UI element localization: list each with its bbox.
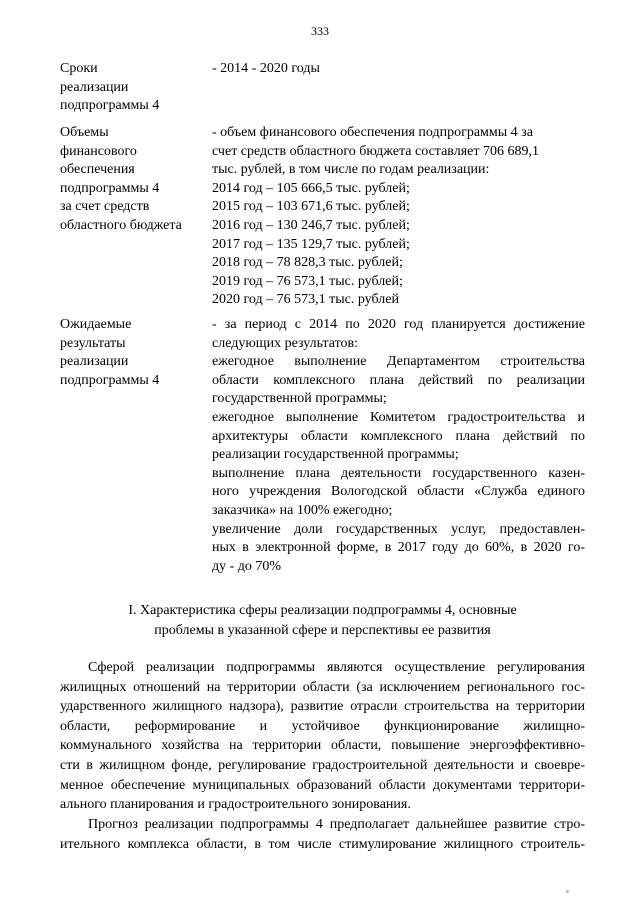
value-line: следующих результатов: (212, 335, 359, 351)
label-line: Сроки (60, 61, 98, 76)
page-number: 333 (311, 24, 329, 38)
paragraph-line: ального планирования и градостроительного зонирования. (60, 797, 411, 813)
label-line: обеспечения (60, 162, 135, 178)
label-line: реализации (60, 354, 129, 370)
label-line: областного бюджета (60, 217, 182, 233)
paragraph-line: ударственного жилищного надзора), развитие отрасли строительства на территории (60, 699, 585, 715)
label-line: финансового (60, 143, 137, 159)
paragraph-line: области, реформирование и устойчивое функционирование жилищно- (60, 718, 585, 734)
paragraph-line: жилищных отношений на территории области (за исключением регионального гос- (60, 679, 585, 695)
funding-year-2015: 2015 год – 103 671,6 тыс. рублей; (212, 199, 410, 215)
paragraph-line: Прогноз реализации подпрограммы 4 предполагает дальнейшее развитие стро- (88, 817, 585, 832)
label-line: за счет средств (60, 199, 150, 215)
value-line: реализации государственной программы; (212, 447, 459, 463)
value-line: ежегодное выполнение Комитетом градостроительства и (212, 409, 585, 425)
row-value-terms (212, 60, 585, 79)
value-line: - 2014 - 2020 годы (212, 61, 320, 76)
label-line: результаты (60, 335, 126, 351)
scan-speck (566, 890, 569, 893)
label-line: подпрограммы 4 (60, 372, 160, 388)
value-line: счет средств областного бюджета составляет 706 689,1 (212, 143, 539, 159)
label-line: подпрограммы 4 (60, 180, 160, 196)
value-line: выполнение плана деятельности государственного казен- (212, 465, 585, 481)
value-line: государственной программы; (212, 391, 387, 407)
paragraph-line: ительного комплекса области, в том числе стимулирование жилищного строитель- (60, 836, 585, 852)
heading-line: проблемы в указанной сфере и перспективы ее развития (154, 622, 491, 638)
label-line: подпрограммы 4 (60, 98, 160, 114)
row-label-results (60, 316, 205, 390)
row-value-results (212, 316, 585, 576)
value-line: - объем финансового обеспечения подпрограммы 4 за (212, 125, 533, 140)
value-line: ных в электронной форме, в 2017 году до 60%, в 2020 го- (212, 540, 585, 556)
value-line: тыс. рублей, в том числе по годам реализации: (212, 162, 490, 178)
value-line: ного учреждения Вологодской области «Служба единого (212, 484, 585, 500)
paragraph-scope (60, 658, 585, 815)
value-line: области комплексного плана действий по реализации (212, 372, 585, 388)
paragraph-line: сти в жилищном фонде, регулирование градостроительной деятельности и своевре- (60, 757, 585, 773)
heading-line: I. Характеристика сферы реализации подпрограммы 4, основные (128, 603, 517, 618)
value-line: ду - до 70% (212, 558, 282, 574)
row-label-terms (60, 60, 205, 116)
paragraph-forecast (60, 815, 585, 854)
funding-year-2020: 2020 год – 76 573,1 тыс. рублей (212, 292, 399, 308)
value-line: ежегодное выполнение Департаментом строительства (212, 354, 585, 370)
paragraph-line: менное обеспечение муниципальных образований области документами территори- (60, 777, 585, 793)
funding-year-2019: 2019 год – 76 573,1 тыс. рублей; (212, 273, 403, 289)
row-value-funding (212, 124, 585, 310)
row-label-funding (60, 124, 205, 236)
label-line: реализации (60, 79, 129, 95)
value-line: заказчика» на 100% ежегодно; (212, 502, 393, 518)
value-line: - за период с 2014 по 2020 год планируется достижение (212, 317, 585, 332)
section-heading (60, 601, 585, 640)
funding-year-2017: 2017 год – 135 129,7 тыс. рублей; (212, 236, 410, 252)
value-line: увеличение доли государственных услуг, предоставлен- (212, 521, 585, 537)
funding-year-2014: 2014 год – 105 666,5 тыс. рублей; (212, 180, 410, 196)
paragraph-line: коммунального хозяйства на территории области, повышение энергоэффективно- (60, 738, 585, 754)
funding-year-2016: 2016 год – 130 246,7 тыс. рублей; (212, 217, 410, 233)
value-line: архитектуры области комплексного плана действий по (212, 428, 585, 444)
label-line: Объемы (60, 125, 109, 140)
label-line: Ожидаемые (60, 317, 132, 332)
paragraph-line: Сферой реализации подпрограммы являются осуществление регулирования (88, 660, 585, 675)
funding-year-2018: 2018 год – 78 828,3 тыс. рублей; (212, 255, 403, 271)
